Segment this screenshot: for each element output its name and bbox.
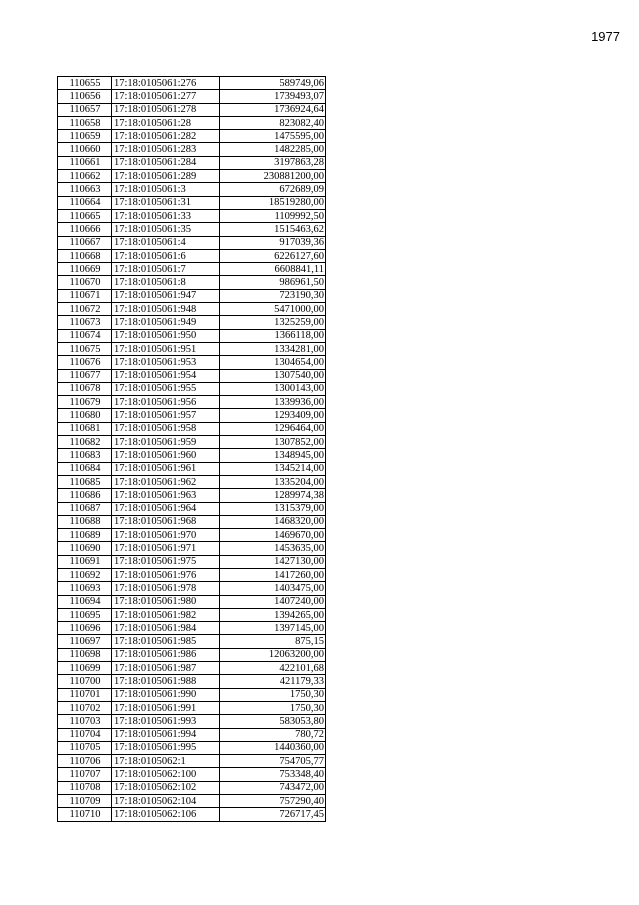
row-number-cell: 110695 <box>58 608 112 621</box>
cadastral-number-cell: 17:18:0105061:954 <box>112 369 220 382</box>
table-row <box>58 555 326 568</box>
cadastral-number-cell: 17:18:0105061:6 <box>112 249 220 262</box>
cadastral-value-cell: 1296464,00 <box>220 422 326 435</box>
table-row <box>58 648 326 661</box>
cadastral-value-cell: 1307540,00 <box>220 369 326 382</box>
table-row <box>58 662 326 675</box>
row-number-cell: 110671 <box>58 289 112 302</box>
cadastral-value-cell: 672689,09 <box>220 183 326 196</box>
cadastral-value-cell: 1440360,00 <box>220 741 326 754</box>
cadastral-number-cell: 17:18:0105061:980 <box>112 595 220 608</box>
cadastral-number-cell: 17:18:0105061:970 <box>112 529 220 542</box>
cadastral-number-cell: 17:18:0105062:100 <box>112 768 220 781</box>
row-number-cell: 110702 <box>58 701 112 714</box>
cadastral-value-cell: 1304654,00 <box>220 356 326 369</box>
table-row <box>58 249 326 262</box>
cadastral-value-cell: 1482285,00 <box>220 143 326 156</box>
cadastral-value-cell: 1394265,00 <box>220 608 326 621</box>
table-row <box>58 502 326 515</box>
row-number-cell: 110694 <box>58 595 112 608</box>
cadastral-value-cell: 1109992,50 <box>220 209 326 222</box>
table-row <box>58 143 326 156</box>
table-row <box>58 342 326 355</box>
cadastral-value-cell: 723190,30 <box>220 289 326 302</box>
cadastral-number-cell: 17:18:0105061:960 <box>112 449 220 462</box>
row-number-cell: 110678 <box>58 382 112 395</box>
table-row <box>58 276 326 289</box>
table-row <box>58 715 326 728</box>
cadastral-value-cell: 754705,77 <box>220 755 326 768</box>
cadastral-number-cell: 17:18:0105061:289 <box>112 170 220 183</box>
row-number-cell: 110692 <box>58 568 112 581</box>
cadastral-number-cell: 17:18:0105061:976 <box>112 568 220 581</box>
row-number-cell: 110703 <box>58 715 112 728</box>
cadastral-value-cell: 1293409,00 <box>220 409 326 422</box>
cadastral-value-cell: 875,15 <box>220 635 326 648</box>
cadastral-number-cell: 17:18:0105061:993 <box>112 715 220 728</box>
cadastral-value-cell: 1325259,00 <box>220 316 326 329</box>
cadastral-number-cell: 17:18:0105061:33 <box>112 209 220 222</box>
table-row <box>58 156 326 169</box>
cadastral-number-cell: 17:18:0105061:984 <box>112 622 220 635</box>
table-row <box>58 595 326 608</box>
table-row <box>58 369 326 382</box>
row-number-cell: 110665 <box>58 209 112 222</box>
table-row <box>58 236 326 249</box>
cadastral-number-cell: 17:18:0105061:991 <box>112 701 220 714</box>
row-number-cell: 110683 <box>58 449 112 462</box>
row-number-cell: 110690 <box>58 542 112 555</box>
cadastral-number-cell: 17:18:0105061:956 <box>112 396 220 409</box>
row-number-cell: 110660 <box>58 143 112 156</box>
row-number-cell: 110687 <box>58 502 112 515</box>
row-number-cell: 110691 <box>58 555 112 568</box>
row-number-cell: 110672 <box>58 303 112 316</box>
cadastral-number-cell: 17:18:0105061:964 <box>112 502 220 515</box>
row-number-cell: 110664 <box>58 196 112 209</box>
table-row <box>58 316 326 329</box>
cadastral-value-cell: 1468320,00 <box>220 515 326 528</box>
row-number-cell: 110688 <box>58 515 112 528</box>
row-number-cell: 110701 <box>58 688 112 701</box>
cadastral-value-cell: 757290,40 <box>220 795 326 808</box>
cadastral-value-cell: 1417260,00 <box>220 568 326 581</box>
cadastral-number-cell: 17:18:0105061:31 <box>112 196 220 209</box>
cadastral-value-cell: 1397145,00 <box>220 622 326 635</box>
table-row <box>58 223 326 236</box>
table-row <box>58 768 326 781</box>
cadastral-number-cell: 17:18:0105061:948 <box>112 303 220 316</box>
table-row <box>58 462 326 475</box>
row-number-cell: 110662 <box>58 170 112 183</box>
cadastral-number-cell: 17:18:0105061:3 <box>112 183 220 196</box>
cadastral-value-cell: 1407240,00 <box>220 595 326 608</box>
table-row <box>58 170 326 183</box>
table-row <box>58 781 326 794</box>
cadastral-number-cell: 17:18:0105061:975 <box>112 555 220 568</box>
table-row <box>58 422 326 435</box>
cadastral-value-cell: 1739493,07 <box>220 90 326 103</box>
cadastral-value-cell: 1453635,00 <box>220 542 326 555</box>
cadastral-value-cell: 1403475,00 <box>220 582 326 595</box>
cadastral-value-cell: 1345214,00 <box>220 462 326 475</box>
cadastral-number-cell: 17:18:0105061:958 <box>112 422 220 435</box>
cadastral-number-cell: 17:18:0105061:978 <box>112 582 220 595</box>
table-row <box>58 449 326 462</box>
cadastral-value-cell: 1750,30 <box>220 688 326 701</box>
cadastral-value-cell: 1334281,00 <box>220 342 326 355</box>
cadastral-value-cell: 917039,36 <box>220 236 326 249</box>
table-row <box>58 475 326 488</box>
table-row <box>58 303 326 316</box>
row-number-cell: 110658 <box>58 116 112 129</box>
table-row <box>58 515 326 528</box>
cadastral-number-cell: 17:18:0105061:35 <box>112 223 220 236</box>
table-row <box>58 808 326 821</box>
row-number-cell: 110698 <box>58 648 112 661</box>
table-body <box>58 77 326 822</box>
cadastral-value-cell: 1750,30 <box>220 701 326 714</box>
cadastral-value-cell: 421179,33 <box>220 675 326 688</box>
table-row <box>58 289 326 302</box>
cadastral-number-cell: 17:18:0105061:277 <box>112 90 220 103</box>
row-number-cell: 110693 <box>58 582 112 595</box>
cadastral-number-cell: 17:18:0105061:28 <box>112 116 220 129</box>
cadastral-number-cell: 17:18:0105061:986 <box>112 648 220 661</box>
cadastral-value-cell: 1339936,00 <box>220 396 326 409</box>
cadastral-number-cell: 17:18:0105061:987 <box>112 662 220 675</box>
cadastral-number-cell: 17:18:0105061:971 <box>112 542 220 555</box>
cadastral-value-cell: 422101,68 <box>220 662 326 675</box>
row-number-cell: 110677 <box>58 369 112 382</box>
cadastral-value-cell: 6608841,11 <box>220 263 326 276</box>
table-row <box>58 103 326 116</box>
cadastral-number-cell: 17:18:0105062:102 <box>112 781 220 794</box>
cadastral-value-cell: 1300143,00 <box>220 382 326 395</box>
table-row <box>58 741 326 754</box>
table-row <box>58 701 326 714</box>
cadastral-number-cell: 17:18:0105061:955 <box>112 382 220 395</box>
cadastral-value-cell: 986961,50 <box>220 276 326 289</box>
cadastral-value-cell: 1515463,62 <box>220 223 326 236</box>
row-number-cell: 110670 <box>58 276 112 289</box>
row-number-cell: 110696 <box>58 622 112 635</box>
cadastral-number-cell: 17:18:0105061:282 <box>112 130 220 143</box>
row-number-cell: 110709 <box>58 795 112 808</box>
cadastral-number-cell: 17:18:0105061:283 <box>112 143 220 156</box>
table-row <box>58 755 326 768</box>
cadastral-value-cell: 230881200,00 <box>220 170 326 183</box>
cadastral-number-cell: 17:18:0105061:982 <box>112 608 220 621</box>
cadastral-value-cell: 589749,06 <box>220 77 326 90</box>
table-row <box>58 196 326 209</box>
table-row <box>58 542 326 555</box>
row-number-cell: 110697 <box>58 635 112 648</box>
row-number-cell: 110707 <box>58 768 112 781</box>
cadastral-value-cell: 583053,80 <box>220 715 326 728</box>
table-row <box>58 795 326 808</box>
cadastral-number-cell: 17:18:0105061:985 <box>112 635 220 648</box>
cadastral-number-cell: 17:18:0105061:961 <box>112 462 220 475</box>
table-row <box>58 688 326 701</box>
cadastral-number-cell: 17:18:0105061:990 <box>112 688 220 701</box>
table-row <box>58 382 326 395</box>
table-row <box>58 263 326 276</box>
row-number-cell: 110699 <box>58 662 112 675</box>
row-number-cell: 110656 <box>58 90 112 103</box>
cadastral-value-cell: 823082,40 <box>220 116 326 129</box>
row-number-cell: 110661 <box>58 156 112 169</box>
table-row <box>58 396 326 409</box>
table-row <box>58 728 326 741</box>
table-row <box>58 529 326 542</box>
cadastral-number-cell: 17:18:0105061:968 <box>112 515 220 528</box>
cadastral-number-cell: 17:18:0105061:963 <box>112 489 220 502</box>
cadastral-value-cell: 5471000,00 <box>220 303 326 316</box>
cadastral-value-cell: 1335204,00 <box>220 475 326 488</box>
cadastral-value-cell: 12063200,00 <box>220 648 326 661</box>
cadastral-value-cell: 1469670,00 <box>220 529 326 542</box>
cadastral-value-cell: 6226127,60 <box>220 249 326 262</box>
row-number-cell: 110667 <box>58 236 112 249</box>
cadastral-value-cell: 726717,45 <box>220 808 326 821</box>
row-number-cell: 110685 <box>58 475 112 488</box>
table-row <box>58 116 326 129</box>
cadastral-number-cell: 17:18:0105061:953 <box>112 356 220 369</box>
table-row <box>58 436 326 449</box>
table-row <box>58 183 326 196</box>
cadastral-value-cell: 1475595,00 <box>220 130 326 143</box>
cadastral-number-cell: 17:18:0105061:284 <box>112 156 220 169</box>
table-row <box>58 608 326 621</box>
row-number-cell: 110673 <box>58 316 112 329</box>
cadastral-number-cell: 17:18:0105061:7 <box>112 263 220 276</box>
table-row <box>58 130 326 143</box>
cadastral-value-cell: 1348945,00 <box>220 449 326 462</box>
cadastral-value-cell: 780,72 <box>220 728 326 741</box>
cadastral-number-cell: 17:18:0105061:962 <box>112 475 220 488</box>
row-number-cell: 110705 <box>58 741 112 754</box>
cadastral-value-cell: 1289974,38 <box>220 489 326 502</box>
row-number-cell: 110700 <box>58 675 112 688</box>
cadastral-number-cell: 17:18:0105061:957 <box>112 409 220 422</box>
table-row <box>58 675 326 688</box>
row-number-cell: 110663 <box>58 183 112 196</box>
table-row <box>58 489 326 502</box>
cadastral-number-cell: 17:18:0105061:950 <box>112 329 220 342</box>
row-number-cell: 110684 <box>58 462 112 475</box>
row-number-cell: 110680 <box>58 409 112 422</box>
row-number-cell: 110659 <box>58 130 112 143</box>
table-row <box>58 409 326 422</box>
page-number: 1977 <box>591 29 620 44</box>
row-number-cell: 110689 <box>58 529 112 542</box>
cadastral-value-cell: 1315379,00 <box>220 502 326 515</box>
cadastral-value-cell: 18519280,00 <box>220 196 326 209</box>
cadastral-number-cell: 17:18:0105061:951 <box>112 342 220 355</box>
cadastral-value-table <box>57 76 326 822</box>
cadastral-number-cell: 17:18:0105062:1 <box>112 755 220 768</box>
row-number-cell: 110682 <box>58 436 112 449</box>
table-row <box>58 329 326 342</box>
table-row <box>58 582 326 595</box>
table-row <box>58 90 326 103</box>
row-number-cell: 110706 <box>58 755 112 768</box>
cadastral-number-cell: 17:18:0105061:278 <box>112 103 220 116</box>
row-number-cell: 110681 <box>58 422 112 435</box>
row-number-cell: 110679 <box>58 396 112 409</box>
row-number-cell: 110708 <box>58 781 112 794</box>
cadastral-number-cell: 17:18:0105062:104 <box>112 795 220 808</box>
row-number-cell: 110669 <box>58 263 112 276</box>
row-number-cell: 110686 <box>58 489 112 502</box>
cadastral-value-cell: 743472,00 <box>220 781 326 794</box>
cadastral-number-cell: 17:18:0105061:949 <box>112 316 220 329</box>
table-row <box>58 635 326 648</box>
cadastral-number-cell: 17:18:0105061:988 <box>112 675 220 688</box>
cadastral-value-cell: 1427130,00 <box>220 555 326 568</box>
row-number-cell: 110710 <box>58 808 112 821</box>
table-row <box>58 77 326 90</box>
row-number-cell: 110675 <box>58 342 112 355</box>
cadastral-number-cell: 17:18:0105062:106 <box>112 808 220 821</box>
cadastral-value-cell: 3197863,28 <box>220 156 326 169</box>
cadastral-value-cell: 1366118,00 <box>220 329 326 342</box>
cadastral-value-cell: 753348,40 <box>220 768 326 781</box>
row-number-cell: 110666 <box>58 223 112 236</box>
table-row <box>58 356 326 369</box>
cadastral-number-cell: 17:18:0105061:276 <box>112 77 220 90</box>
row-number-cell: 110676 <box>58 356 112 369</box>
table-row <box>58 568 326 581</box>
cadastral-number-cell: 17:18:0105061:994 <box>112 728 220 741</box>
row-number-cell: 110674 <box>58 329 112 342</box>
cadastral-number-cell: 17:18:0105061:995 <box>112 741 220 754</box>
cadastral-number-cell: 17:18:0105061:4 <box>112 236 220 249</box>
cadastral-number-cell: 17:18:0105061:947 <box>112 289 220 302</box>
cadastral-value-cell: 1307852,00 <box>220 436 326 449</box>
row-number-cell: 110668 <box>58 249 112 262</box>
table-row <box>58 209 326 222</box>
cadastral-value-cell: 1736924,64 <box>220 103 326 116</box>
row-number-cell: 110657 <box>58 103 112 116</box>
cadastral-number-cell: 17:18:0105061:959 <box>112 436 220 449</box>
table-row <box>58 622 326 635</box>
row-number-cell: 110704 <box>58 728 112 741</box>
cadastral-number-cell: 17:18:0105061:8 <box>112 276 220 289</box>
row-number-cell: 110655 <box>58 77 112 90</box>
